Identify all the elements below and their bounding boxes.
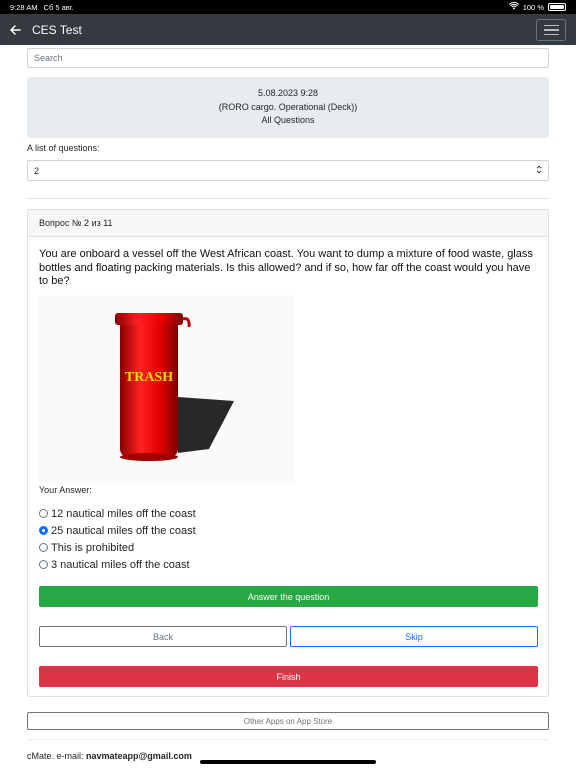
other-apps-button[interactable]: Other Apps on App Store <box>27 712 549 730</box>
footer-email-link[interactable]: navmateapp@gmail.com <box>86 751 192 761</box>
option-label: 25 nautical miles off the coast <box>51 524 196 537</box>
option-label: 12 nautical miles off the coast <box>51 507 196 520</box>
your-answer-label: Your Answer: <box>39 485 92 495</box>
answer-option-2[interactable] <box>39 522 196 539</box>
test-info-box <box>27 77 549 138</box>
question-header: Вопрос № 2 из 11 <box>28 210 548 237</box>
question-text: You are onboard a vessel off the West African coast. You want to dump a mixture of food waste, glass bottles and floating packing materials. Is this allowed? and if so, how far off the coast would you have to be? <box>39 248 533 287</box>
home-indicator <box>200 760 376 764</box>
hamburger-menu-icon[interactable] <box>536 19 566 41</box>
footer <box>27 751 192 761</box>
wifi-icon <box>509 2 519 12</box>
back-button[interactable]: Back <box>39 626 287 647</box>
answer-option-1[interactable] <box>39 505 196 522</box>
question-image <box>39 295 294 483</box>
battery-icon <box>548 3 566 11</box>
test-datetime: 5.08.2023 9:28 <box>257 88 319 99</box>
test-scope: All Questions <box>261 115 315 126</box>
radio-button[interactable] <box>39 543 48 552</box>
option-label: 3 nautical miles off the coast <box>51 558 190 571</box>
answer-button[interactable]: Answer the question <box>39 586 538 607</box>
radio-button[interactable] <box>39 509 48 518</box>
page-title: CES Test <box>32 22 82 37</box>
status-date: Сб 5 авг. <box>43 2 74 12</box>
finish-button[interactable]: Finish <box>39 666 538 687</box>
question-select[interactable] <box>27 160 549 181</box>
status-bar <box>0 0 576 14</box>
trash-label: TRASH <box>124 370 174 385</box>
test-category: (RORO cargo. Operational (Deck)) <box>218 101 358 112</box>
search-input[interactable] <box>27 48 549 68</box>
option-label: This is prohibited <box>51 541 135 554</box>
question-card <box>27 209 549 697</box>
status-time: 9:28 AM <box>10 2 38 12</box>
divider <box>27 739 549 740</box>
updown-caret-icon <box>536 165 542 176</box>
question-select-value: 2 <box>34 165 40 176</box>
radio-button[interactable] <box>39 560 48 569</box>
answer-option-4[interactable] <box>39 556 196 573</box>
skip-button[interactable]: Skip <box>290 626 538 647</box>
divider <box>27 198 549 199</box>
battery-percent: 100 % <box>522 2 544 12</box>
footer-prefix: cMate. e-mail: <box>27 751 87 761</box>
answer-option-3[interactable] <box>39 539 196 556</box>
navbar <box>0 14 576 45</box>
answer-options <box>39 505 196 573</box>
question-list-label: A list of questions: <box>27 143 100 153</box>
back-arrow-icon[interactable] <box>8 23 22 37</box>
trash-can-icon <box>39 295 294 483</box>
radio-button-checked[interactable] <box>39 526 48 535</box>
